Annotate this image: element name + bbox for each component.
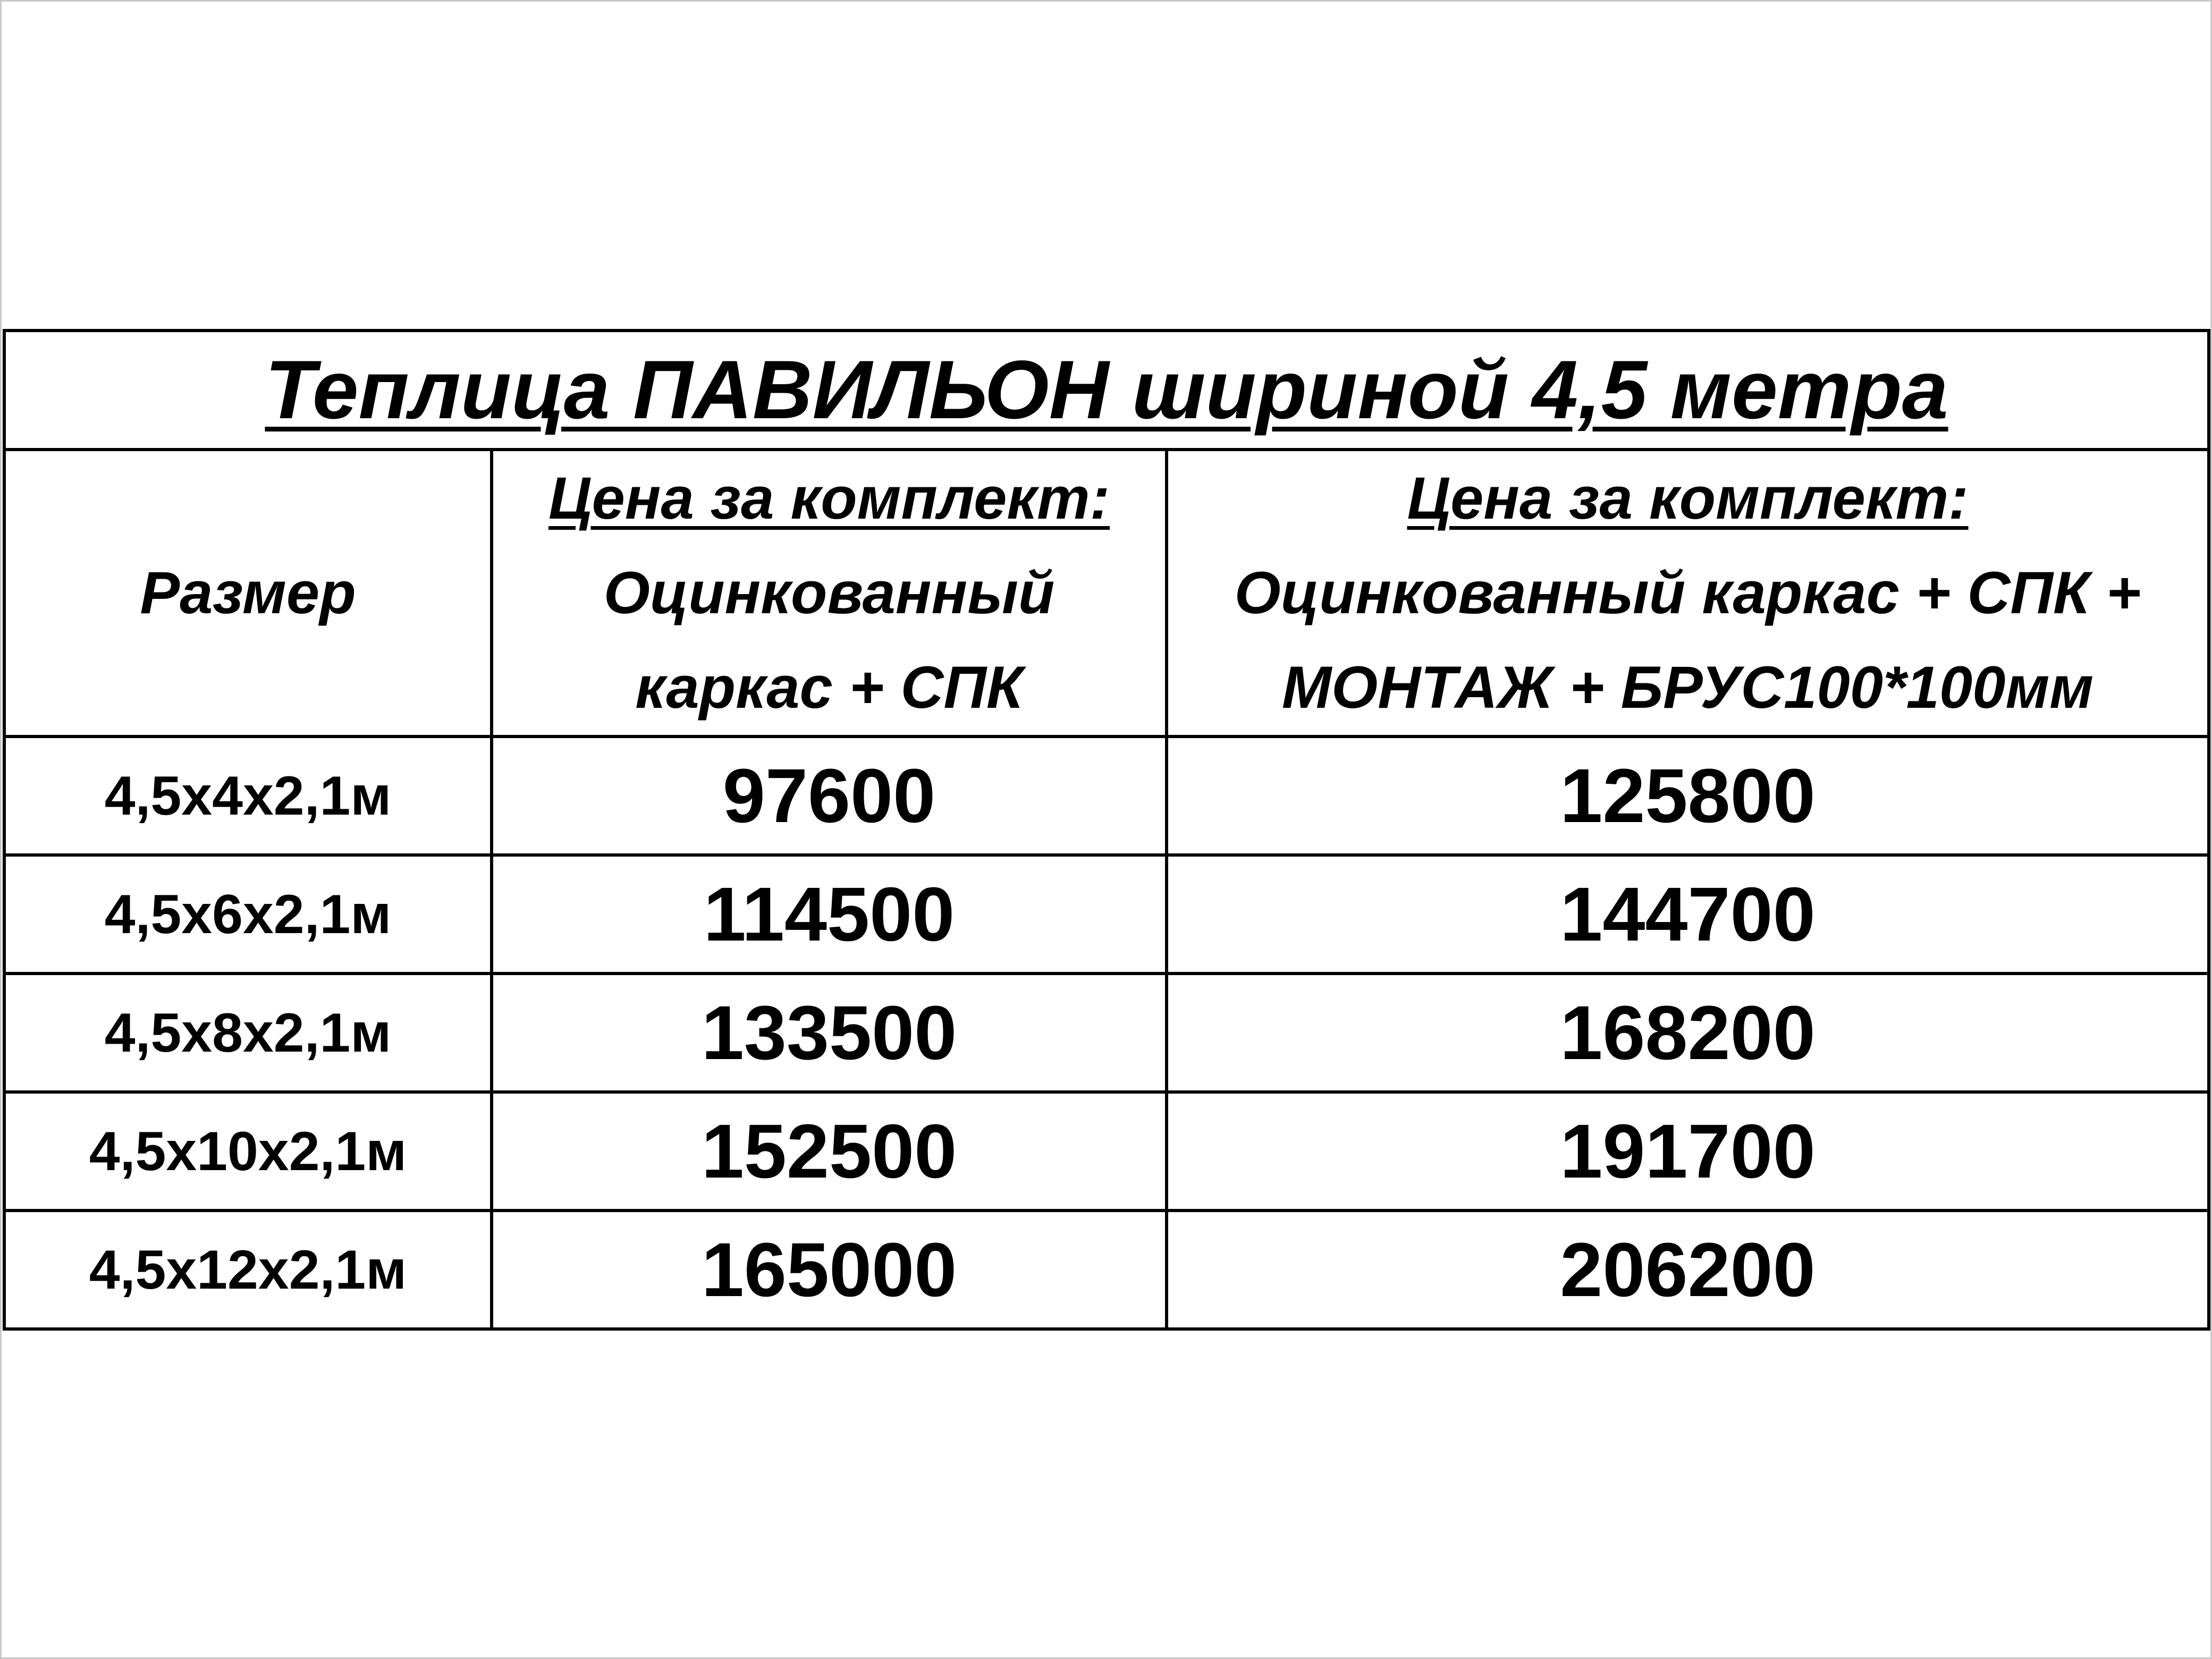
size-cell: 4,5x6x2,1м (4, 855, 492, 974)
size-cell: 4,5x10x2,1м (4, 1092, 492, 1211)
header-full-line-3: МОНТАЖ + БРУС100*100мм (1281, 654, 2094, 721)
price-full-cell: 206200 (1167, 1211, 2209, 1329)
header-full-line-2: Оцинкованный каркас + СПК + (1234, 560, 2141, 626)
price-table (3, 329, 2210, 1331)
price-full-cell: 125800 (1167, 737, 2209, 855)
price-kit-cell: 133500 (492, 974, 1167, 1092)
table-title: Теплица ПАВИЛЬОН шириной 4,5 метра (265, 344, 1948, 436)
table-row (4, 974, 2209, 1092)
header-size-cell (4, 450, 492, 737)
table-row (4, 737, 2209, 855)
table-row (4, 1211, 2209, 1329)
table-row (4, 855, 2209, 974)
size-cell: 4,5x4x2,1м (4, 737, 492, 855)
price-full-cell: 191700 (1167, 1092, 2209, 1211)
header-kit-line-3: каркас + СПК (635, 654, 1023, 721)
header-full-caption: Цена за комплект: (1407, 465, 1969, 531)
table-row (4, 1092, 2209, 1211)
price-kit-cell: 114500 (492, 855, 1167, 974)
header-kit-cell (492, 450, 1167, 737)
header-kit-line-2: Оцинкованный (603, 560, 1055, 626)
header-size: Размер (140, 560, 356, 626)
header-kit-caption: Цена за комплект: (548, 465, 1110, 531)
header-full-cell (1167, 450, 2209, 737)
header-row (4, 450, 2209, 737)
price-kit-cell: 97600 (492, 737, 1167, 855)
size-cell: 4,5x12x2,1м (4, 1211, 492, 1329)
size-cell: 4,5x8x2,1м (4, 974, 492, 1092)
title-cell (4, 331, 2209, 450)
title-row (4, 331, 2209, 450)
price-kit-cell: 165000 (492, 1211, 1167, 1329)
price-full-cell: 144700 (1167, 855, 2209, 974)
price-kit-cell: 152500 (492, 1092, 1167, 1211)
price-full-cell: 168200 (1167, 974, 2209, 1092)
